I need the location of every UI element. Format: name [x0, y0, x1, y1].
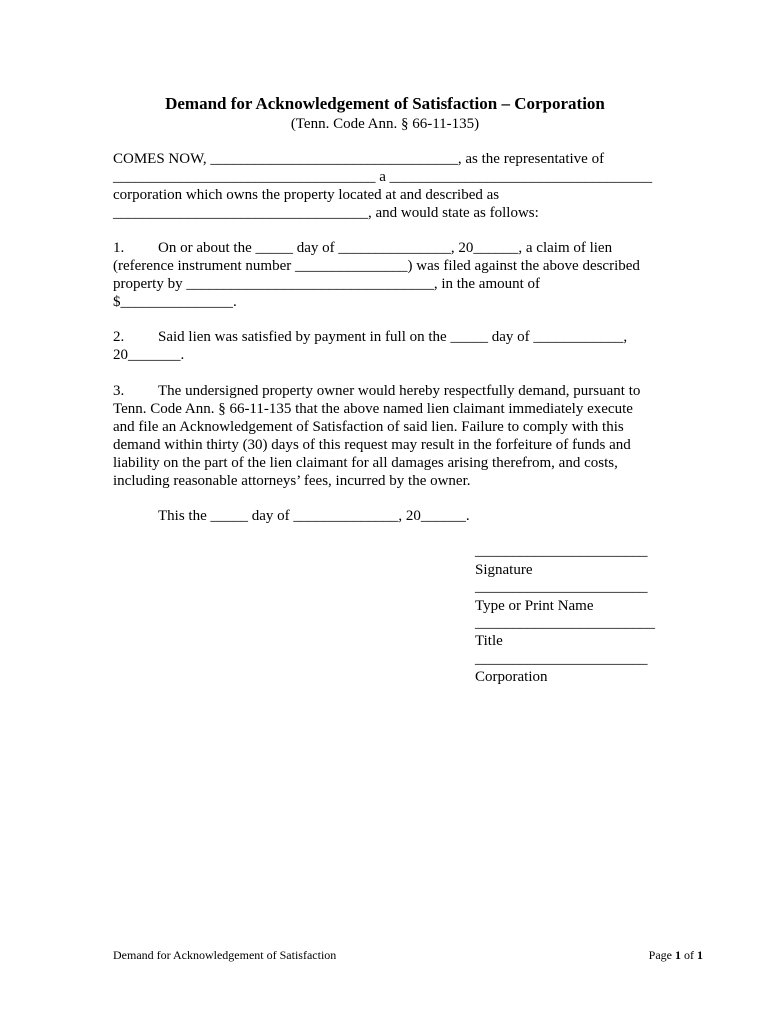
- footer-title: Demand for Acknowledgement of Satisfaction: [113, 948, 337, 962]
- intro-line: __________________________________, and would state as follows:: [113, 205, 539, 221]
- paragraph-3-line: 3. The undersigned property owner would hereby respectfully demand, pursuant to: [113, 383, 641, 399]
- paragraph-3-line: including reasonable attorneys’ fees, incurred by the owner.: [113, 473, 471, 489]
- dated-line: This the _____ day of ______________, 20______.: [158, 508, 470, 524]
- paragraph-number: 3.: [113, 383, 125, 399]
- page-number: Page 1 of 1: [648, 948, 703, 962]
- print-name-label: Type or Print Name: [475, 598, 594, 614]
- corporation-label: Corporation: [475, 669, 548, 685]
- paragraph-1-line: 1. On or about the _____ day of _______________, 20______, a claim of lien: [113, 240, 613, 256]
- paragraph-3-line: and file an Acknowledgement of Satisfaction of said lien. Failure to comply with this: [113, 419, 624, 435]
- paragraph-3-line: Tenn. Code Ann. § 66-11-135 that the above named lien claimant immediately execute: [113, 401, 633, 417]
- intro-line: corporation which owns the property located at and described as: [113, 187, 500, 203]
- paragraph-number: 2.: [113, 329, 125, 345]
- signature-label: Signature: [475, 562, 533, 578]
- paragraph-1-line: $_______________.: [113, 294, 237, 310]
- intro-line: COMES NOW, _________________________________, as the representative of: [113, 151, 605, 167]
- print-name-rule: _______________________: [475, 579, 648, 595]
- title-label: Title: [475, 633, 503, 649]
- paragraph-1-line: property by _________________________________, in the amount of: [113, 276, 541, 292]
- paragraph-3-line: liability on the part of the lien claimant for all damages arising therefrom, and costs,: [113, 455, 618, 471]
- paragraph-1-line: (reference instrument number _______________) was filed against the above described: [113, 258, 640, 274]
- title-rule: ________________________: [475, 615, 655, 631]
- corporation-rule: _______________________: [475, 651, 648, 667]
- paragraph-3-line: demand within thirty (30) days of this request may result in the forfeiture of funds and: [113, 437, 631, 453]
- paragraph-2-line: 20_______.: [113, 347, 185, 363]
- signature-rule: _______________________: [475, 543, 648, 559]
- paragraph-2-line: 2. Said lien was satisfied by payment in full on the _____ day of ____________,: [113, 329, 628, 345]
- intro-line: ___________________________________ a ___________________________________: [113, 169, 653, 185]
- document-title: Demand for Acknowledgement of Satisfaction – Corporation: [165, 94, 605, 113]
- document-subtitle: (Tenn. Code Ann. § 66-11-135): [290, 116, 480, 132]
- paragraph-number: 1.: [113, 240, 125, 256]
